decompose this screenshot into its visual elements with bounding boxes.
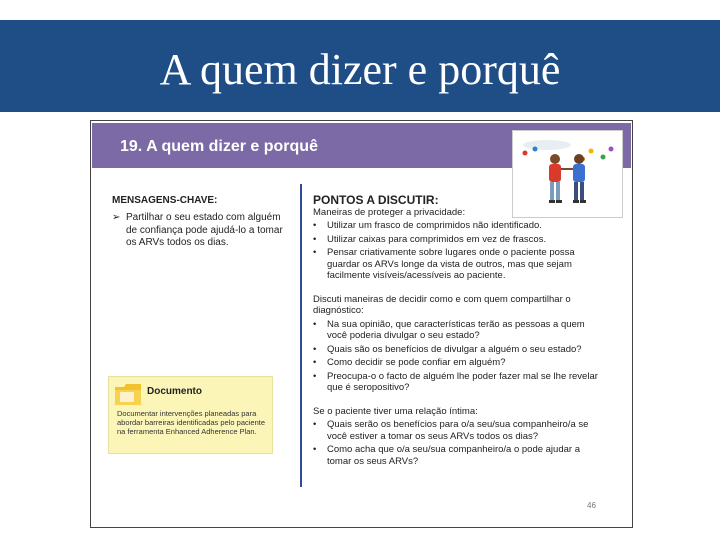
list-item: • Quais serão os benefícios para o/a seu/sua companheiro/a se você estiver a tomar os seus ARVs todos os dias? xyxy=(313,419,589,442)
list-item: • Preocupa-o o facto de alguém lhe poder fazer mal se lhe revelar que é seropositivo? xyxy=(313,370,598,393)
discussion-points xyxy=(313,195,603,467)
embedded-page xyxy=(90,120,633,528)
key-messages xyxy=(112,195,287,250)
discussion-heading: PONTOS A DISCUTIR: xyxy=(313,193,439,207)
document-text: Documentar intervenções planeadas para abordar barreiras identificadas pelo paciente na ferramenta Enhanced Adherence Plan. xyxy=(117,409,266,436)
list-item: • Quais são os benefícios de divulgar a alguém o seu estado? xyxy=(313,343,582,355)
page-number: 46 xyxy=(587,501,596,510)
page-title: 19. A quem dizer e porquê xyxy=(120,138,318,155)
list-item: • Como decidir se pode confiar em alguém? xyxy=(313,357,506,368)
list-item: • Na sua opinião, que características terão as pessoas a quem você poderia divulgar o seu estado? xyxy=(313,318,585,341)
section2-intro: Discuti maneiras de decidir como e com quem compartilhar o diagnóstico: xyxy=(313,293,571,316)
slide-title: A quem dizer e porquê xyxy=(159,45,561,94)
key-messages-heading: MENSAGENS-CHAVE: xyxy=(112,195,218,206)
list-item: • Utilizar um frasco de comprimidos não identificado. xyxy=(313,220,542,231)
list-item: • Pensar criativamente sobre lugares onde o paciente possa guardar os ARVs longe da vista de outros, mas que sejam facilmente visíveis/acessíveis ao paciente. xyxy=(313,247,575,281)
folder-icon xyxy=(114,381,142,407)
document-title: Documento xyxy=(147,386,202,397)
document-note xyxy=(108,376,273,454)
column-divider xyxy=(300,184,302,487)
section1-intro: Maneiras de proteger a privacidade: xyxy=(313,206,466,218)
list-item: • Como acha que o/a seu/sua companheiro/a o pode ajudar a tomar os seus ARVs? xyxy=(313,444,580,467)
key-message xyxy=(112,212,287,250)
arrow-bullet-icon: ➢ xyxy=(112,212,121,223)
list-item: • Utilizar caixas para comprimidos em vez de frascos. xyxy=(313,233,547,245)
key-message-text: Partilhar o seu estado com alguém de confiança pode ajudá-lo a tomar os ARVs todos os dias. xyxy=(126,212,283,248)
section3-intro: Se o paciente tiver uma relação íntima: xyxy=(313,405,478,417)
